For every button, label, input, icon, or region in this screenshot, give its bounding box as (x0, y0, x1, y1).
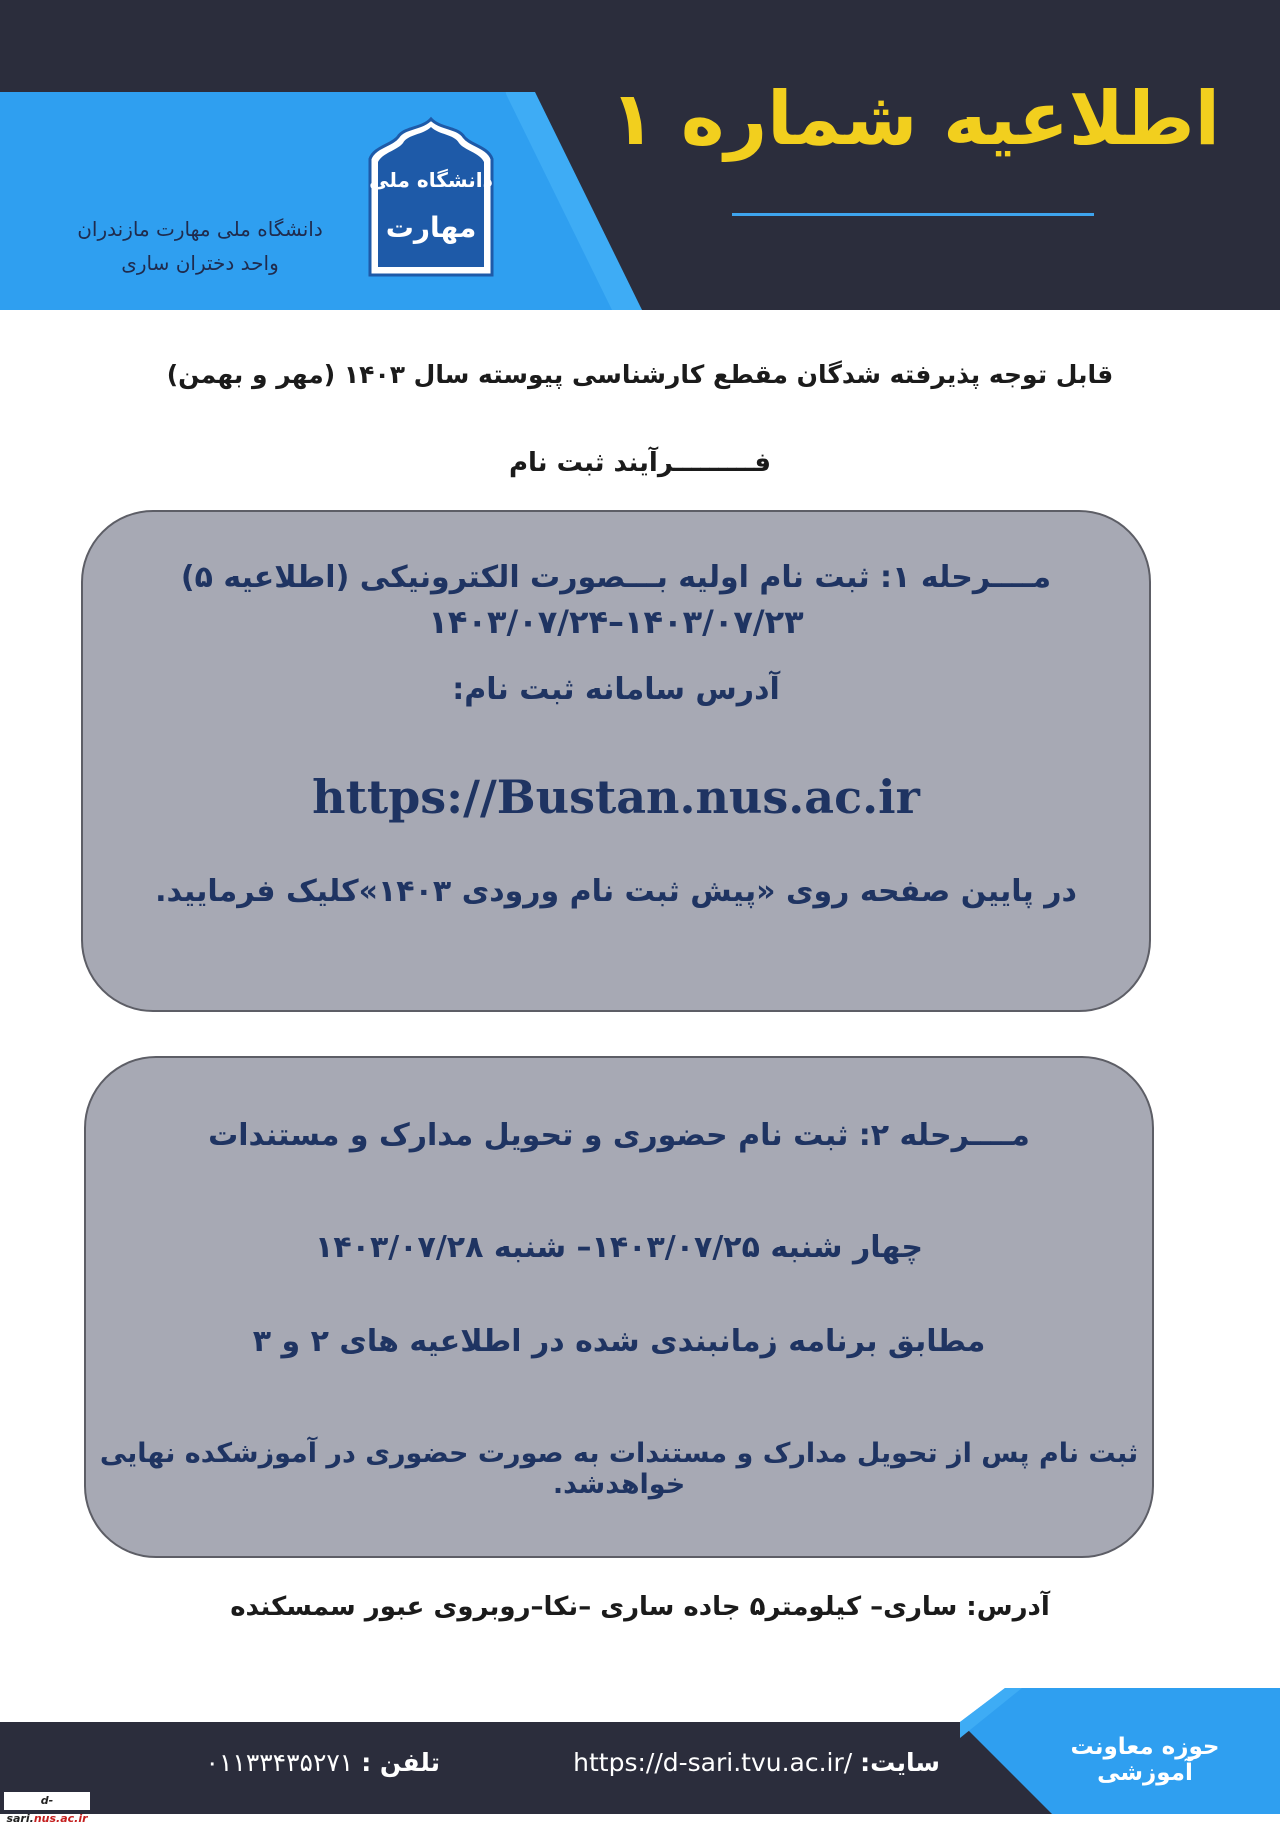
stage1-heading: مــــرحله ۱: ثبت نام اولیه بـــصورت الکترونیکی (اطلاعیه ۵) (180, 560, 1052, 595)
title-underline (732, 213, 1094, 216)
registration-url-link[interactable]: https://Bustan.nus.ac.ir (312, 770, 920, 824)
stage2-dates: چهار شنبه ۱۴۰۳/۰۷/۲۵– شنبه ۱۴۰۳/۰۷/۲۸ (315, 1230, 923, 1265)
stage2-final-note: ثبت نام پس از تحویل مدارک و مستندات به صورت حضوری در آموزشکده نهایی خواهدشد. (99, 1438, 1139, 1500)
campus-address: آدرس: ساری– کیلومتر۵ جاده ساری –نکا–روبروی عبور سمسکنده (230, 1592, 1050, 1622)
logo-text-top: دانشگاه ملی (369, 168, 493, 192)
university-logo (366, 115, 496, 280)
university-line-1: دانشگاه ملی مهارت مازندران (77, 217, 323, 241)
notice-subtitle: قابل توجه پذیرفته شدگان مقطع کارشناسی پیوسته سال ۱۴۰۳ (مهر و بهمن) (166, 360, 1114, 389)
footer-phone (200, 1748, 440, 1777)
footer-site (540, 1748, 940, 1777)
stage1-instruction: در پایین صفحه روی «پیش ثبت نام ورودی ۱۴۰۳»کلیک فرمایید. (155, 874, 1077, 909)
watermark-prefix: d-sari. (6, 1794, 54, 1825)
phone-label: تلفن : (361, 1748, 440, 1777)
stage2-schedule-note: مطابق برنامه زمانبندی شده در اطلاعیه های ۲ و ۳ (252, 1324, 986, 1359)
stage1-dates: ۱۴۰۳/۰۷/۲۳–۱۴۰۳/۰۷/۲۴ (428, 603, 804, 641)
watermark (4, 1792, 90, 1825)
university-name (60, 212, 340, 280)
footer-department: حوزه معاونت آموزشی (1070, 1734, 1220, 1786)
stage1-address-label: آدرس سامانه ثبت نام: (452, 672, 780, 707)
site-link[interactable]: https://d-sari.tvu.ac.ir/ (573, 1748, 853, 1777)
phone-number: ۰۱۱۳۳۴۳۵۲۷۱ (205, 1748, 354, 1777)
university-line-2: واحد دختران ساری (121, 251, 279, 275)
stage1-card (81, 510, 1151, 1012)
page-title: اطلاعیه شماره ۱ (609, 76, 1220, 162)
logo-text-bottom: مهارت (385, 211, 477, 244)
site-label: سایت: (860, 1748, 940, 1777)
watermark-suffix: nus.ac.ir (33, 1812, 88, 1825)
process-title: فـــــــــرآیند ثبت نام (508, 448, 772, 478)
stage2-heading: مــــرحله ۲: ثبت نام حضوری و تحویل مدارک و مستندات (208, 1118, 1030, 1153)
stage2-card (84, 1056, 1154, 1558)
